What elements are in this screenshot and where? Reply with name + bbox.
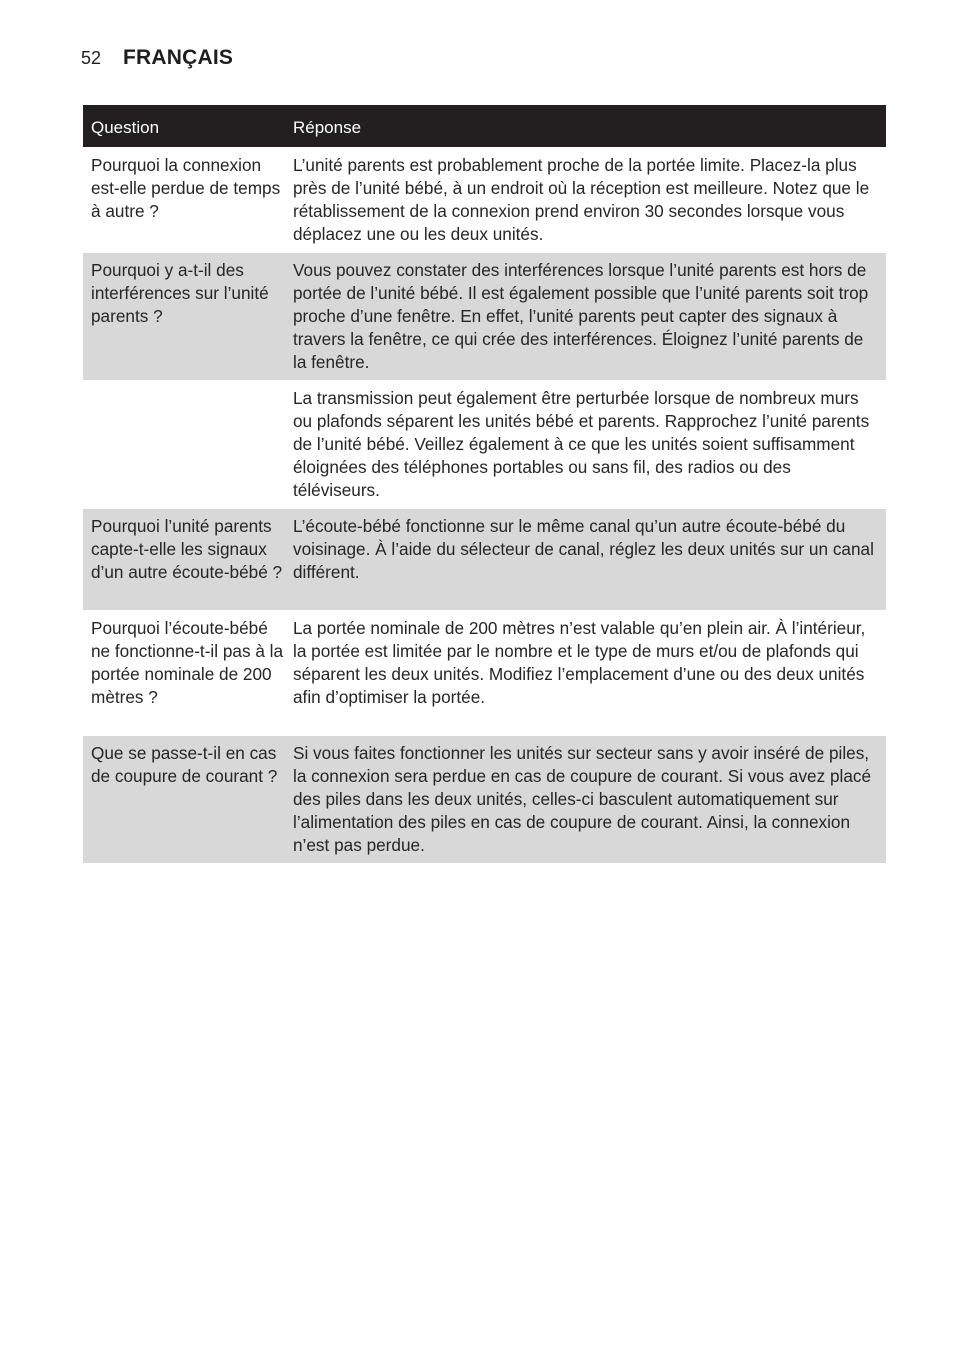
table-row	[83, 735, 886, 863]
question-cell: Pourquoi y a-t-il des interférences sur l’unité parents ?	[91, 260, 269, 326]
answer-cell: La transmission peut également être perturbée lorsque de nombreux murs ou plafonds séparent les unités bébé et parents. Rapprochez l’unité parents de l’unité bébé. Veillez également à ce que les unités soient suffisamment éloignées des téléphones portables ou sans fil, des radios ou des téléviseurs.	[293, 388, 870, 500]
question-cell: Que se passe-t-il en cas de coupure de courant ?	[91, 743, 278, 786]
table-row	[83, 610, 886, 735]
question-cell	[83, 387, 284, 502]
answer-cell: Vous pouvez constater des interférences lorsque l’unité parents est hors de portée de l’unité bébé. Il est également possible que l’unité parents soit trop proche d’une fenêtre. En effet, l’unité parents peut capter des signaux à travers la fenêtre, ce qui crée des interférences. Éloignez l’unité parents de la fenêtre.	[293, 260, 869, 372]
question-cell: Pourquoi la connexion est-elle perdue de temps à autre ?	[91, 155, 281, 221]
column-header-answer: Réponse	[293, 118, 362, 137]
table-row	[83, 508, 886, 610]
page-header	[81, 46, 233, 76]
table-row	[83, 380, 886, 508]
table-row	[83, 147, 886, 252]
page-number: 52	[81, 48, 102, 68]
table-header	[83, 105, 886, 147]
language-title: FRANÇAIS	[123, 46, 234, 69]
question-cell: Pourquoi l’écoute-bébé ne fonctionne-t-il pas à la portée nominale de 200 mètres ?	[91, 618, 284, 707]
answer-cell: Si vous faites fonctionner les unités sur secteur sans y avoir inséré de piles, la connexion sera perdue en cas de coupure de courant. Si vous avez placé des piles dans les deux unités, celles-ci basculent automatiquement sur l’alimentation des piles en cas de coupure de courant. Ainsi, la connexion n’est pas perdue.	[293, 743, 872, 855]
troubleshooting-table	[83, 105, 886, 863]
column-header-question: Question	[91, 118, 160, 137]
question-cell: Pourquoi l’unité parents capte-t-elle les signaux d’un autre écoute-bébé ?	[91, 516, 283, 582]
table-row	[83, 252, 886, 380]
answer-cell: La portée nominale de 200 mètres n’est valable qu’en plein air. À l’intérieur, la portée est limitée par le nombre et le type de murs et/ou de plafonds qui séparent les deux unités. Modifiez l’emplacement d’une ou des deux unités afin d’optimiser la portée.	[293, 618, 866, 707]
answer-cell: L’écoute-bébé fonctionne sur le même canal qu’un autre écoute-bébé du voisinage. À l’aide du sélecteur de canal, réglez les deux unités sur un canal différent.	[293, 516, 874, 582]
answer-cell: L’unité parents est probablement proche de la portée limite. Placez-la plus près de l’unité bébé, à un endroit où la réception est meilleure. Notez que le rétablissement de la connexion prend environ 30 secondes lorsque vous déplacez une ou les deux unités.	[293, 155, 870, 244]
